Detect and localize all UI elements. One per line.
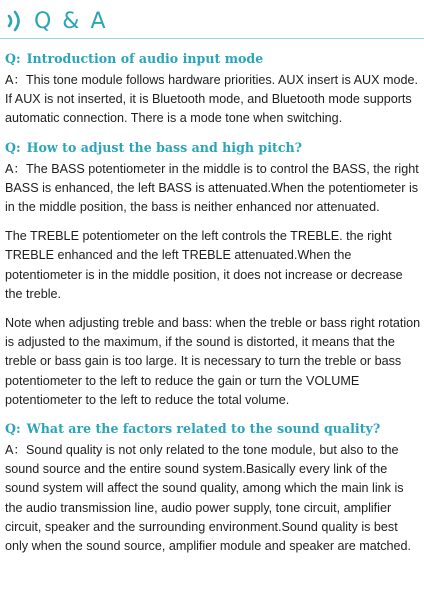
page-title: Q & A	[34, 8, 108, 34]
question-text: How to adjust the bass and high pitch?	[26, 139, 303, 155]
question-text: Introduction of audio input mode	[26, 51, 264, 66]
answer-paragraph: The TREBLE potentiometer on the left controls the TREBLE. the right TREBLE enhanced and the left TREBLE attenuated.When the potentiometer is in the middle position, it does not increase or decrease the treble.	[5, 229, 403, 301]
answer-paragraph: Note when adjusting treble and bass: when the treble or bass right rotation is adjusted to the maximum, if the sound is distorted, it means that the treble or bass gain is too large. It is necessary to turn the treble or bass potentiometer to the left to reduce the gain or turn the VOLUME potentiometer to the left to reduce the total volume.	[5, 316, 421, 407]
speaker-wave-icon	[6, 6, 32, 36]
answer-paragraph: A：The BASS potentiometer in the middle is to control the BASS, the right BASS is enhanced, the left BASS is attenuated.When the potentiometer is in the middle position, the bass is neither enhanced nor attenuated.	[5, 161, 419, 215]
question-mark: Q:	[5, 51, 21, 66]
answer-paragraph: A：Sound quality is not only related to the tone module, but also to the sound source and the entire sound system.Basically every link of the sound system will affect the sound quality, among which the main link is the audio transmission line, audio power supply, tone circuit, amplifier circuit, speaker and the surrounding environment.Sound quality is best only when the sound source, amplifier module and speaker are matched.	[5, 443, 412, 554]
question-heading	[5, 139, 421, 157]
question-text: What are the factors related to the sound quality?	[26, 421, 381, 437]
answer-paragraph: A：This tone module follows hardware priorities. AUX insert is AUX mode. If AUX is not inserted, it is Bluetooth mode, and Bluetooth mode supports automatic connection. There is a mode tone when switching.	[5, 73, 418, 126]
qa-content	[5, 40, 421, 566]
question-mark: Q:	[5, 421, 21, 437]
question-heading	[5, 420, 421, 438]
question-heading	[5, 50, 421, 68]
qa-header	[6, 6, 108, 36]
header-divider	[0, 38, 424, 39]
question-mark: Q:	[5, 139, 21, 155]
